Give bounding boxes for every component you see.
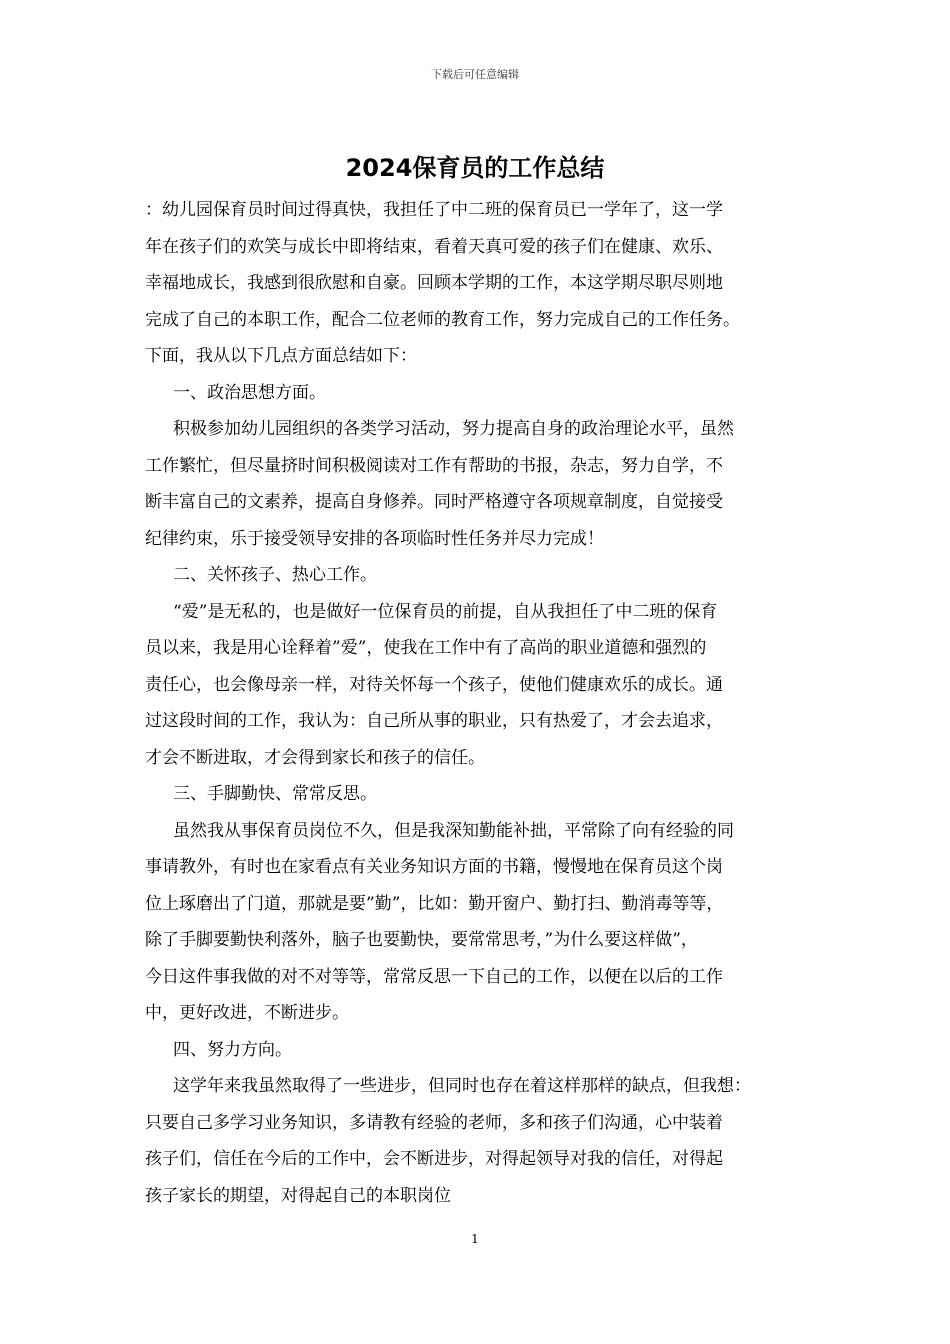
header-note: 下载后可任意编辑 — [431, 68, 519, 81]
paragraph-line: 年在孩子们的欢笑与成长中即将结束，看着天真可爱的孩子们在健康、欢乐、 — [145, 236, 723, 257]
paragraph-line: 三、手脚勤快、常常反思。 — [173, 784, 377, 804]
paragraph-line: ：幼儿园保育员时间过得真快，我担任了中二班的保育员已一学年了，这一学 — [145, 200, 723, 220]
paragraph-line: 下面，我从以下几点方面总结如下： — [145, 346, 417, 366]
paragraph-line: 员以来，我是用心诠释着”爱”，使我在工作中有了高尚的职业道德和强烈的 — [145, 638, 707, 658]
document-title: 2024保育员的工作总结 — [345, 154, 605, 182]
paragraph-line: 断丰富自己的文素养，提高自身修养。同时严格遵守各项规章制度，自觉接受 — [145, 492, 723, 512]
paragraph-line: 幸福地成长，我感到很欣慰和自豪。回顾本学期的工作，本这学期尽职尽则地 — [145, 273, 723, 293]
paragraph-line: 工作繁忙，但尽量挤时间积极阅读对工作有帮助的书报，杂志，努力自学，不 — [145, 455, 723, 476]
paragraph-line: 位上琢磨出了门道，那就是要”勤”，比如：勤开窗户、勤打扫、勤消毒等等， — [145, 893, 724, 914]
paragraph-line: 事请教外，有时也在家看点有关业务知识方面的书籍，慢慢地在保育员这个岗 — [145, 857, 723, 877]
paragraph-line: 这学年来我虽然取得了一些进步，但同时也存在着这样那样的缺点，但我想： — [173, 1076, 751, 1096]
paragraph-line: 二、关怀孩子、热心工作。 — [173, 565, 377, 585]
paragraph-line: 只要自己多学习业务知识，多请教有经验的老师，多和孩子们沟通，心中装着 — [145, 1112, 723, 1133]
paragraph-line: 中，更好改进，不断进步。 — [145, 1003, 349, 1023]
paragraph-line: 过这段时间的工作，我认为：自己所从事的职业，只有热爱了，才会去追求， — [145, 711, 723, 731]
paragraph-line: 虽然我从事保育员岗位不久，但是我深知勤能补拙，平常除了向有经验的同 — [173, 820, 734, 841]
document-body — [145, 192, 820, 1214]
paragraph-line: 四、努力方向。 — [173, 1039, 292, 1060]
paragraph-line: 除了手脚要勤快利落外，脑子也要勤快，要常常思考，”为什么要这样做”， — [145, 930, 698, 950]
paragraph-line: 完成了自己的本职工作，配合二位老师的教育工作，努力完成自己的工作任务。 — [145, 309, 740, 330]
paragraph-line: 孩子们，信任在今后的工作中，会不断进步，对得起领导对我的信任，对得起 — [145, 1149, 723, 1169]
paragraph-line: “爱”是无私的，也是做好一位保育员的前提，自从我担任了中二班的保育 — [173, 601, 718, 622]
paragraph-line: 积极参加幼儿园组织的各类学习活动，努力提高自身的政治理论水平，虽然 — [173, 419, 734, 439]
paragraph-line: 才会不断进取，才会得到家长和孩子的信任。 — [145, 747, 485, 768]
paragraph-line: 孩子家长的期望，对得起自己的本职岗位 — [145, 1185, 451, 1206]
paragraph-line: 纪律约束，乐于接受领导安排的各项临时性任务并尽力完成！ — [145, 528, 604, 549]
paragraph-line: 一、政治思想方面。 — [173, 382, 326, 403]
paragraph-line: 今日这件事我做的对不对等等，常常反思一下自己的工作，以便在以后的工作 — [145, 966, 723, 987]
page-number: 1 — [471, 1232, 479, 1246]
paragraph-line: 责任心，也会像母亲一样，对待关怀每一个孩子，使他们健康欢乐的成长。通 — [145, 674, 723, 695]
